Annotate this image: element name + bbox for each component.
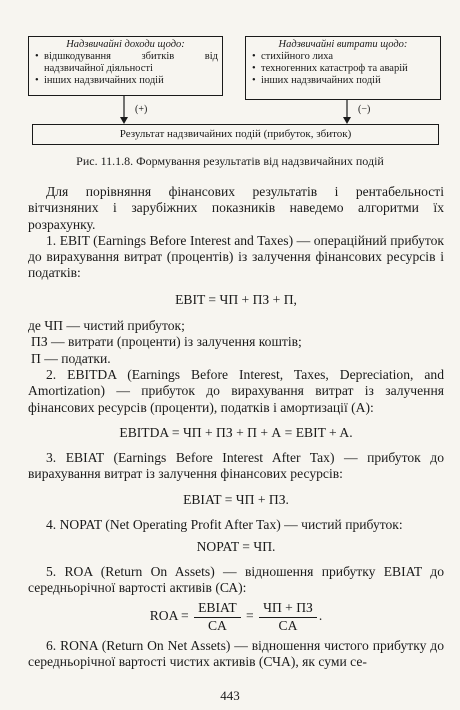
minus-label: (−): [358, 104, 371, 115]
ebit-formula: EBIT = ЧП + ПЗ + П,: [175, 291, 297, 307]
ebitda-formula: EBITDA = ЧП + ПЗ + П + А = EBIT + A.: [119, 424, 353, 440]
roa-numerator: EBIAT: [194, 600, 241, 617]
plus-label: (+): [135, 104, 148, 115]
ebitda-definition: 2. EBITDA (Earnings Before Interest, Taxes, Depreciation, and Amortization) — прибуток до вирахування витрат із залучення фінансових ресурсів (проценти), податків і амортизації (А):: [28, 366, 444, 415]
roa-numerator: ЧП + ПЗ: [259, 600, 317, 617]
expense-item: • техногенних катастроф та аварій: [252, 63, 436, 75]
roa-denominator: CA: [278, 617, 298, 633]
ebit-definition: 1. EBIT (Earnings Before Interest and Taxes) — операційний прибуток до вирахування витрат (процентів) із залучення фінансових ресурсів і податків:: [28, 232, 444, 281]
income-item: • відшкодування збитків від надзвичайної діяльності: [35, 51, 218, 75]
roa-denominator: CA: [207, 617, 227, 633]
extraordinary-income-box: [28, 36, 223, 96]
income-item: • інших надзвичайних подій: [35, 75, 218, 87]
roa-fraction: [259, 600, 317, 634]
nopat-formula: NOPAT = ЧП.: [196, 539, 276, 555]
body-text: [28, 184, 444, 670]
roa-definition: 5. ROA (Return On Assets) — відношення прибутку EBIAT до середньорічної вартості активів (СА):: [28, 563, 444, 595]
intro-paragraph: Для порівняння фінансових результатів і рентабельності вітчизняних і зарубіжних показників наведемо алгоритми їх розрахунку.: [28, 184, 444, 232]
roa-fraction: [194, 600, 241, 634]
ebiat-formula: EBIAT = ЧП + ПЗ.: [183, 491, 289, 507]
roa-formula: [28, 600, 444, 634]
extraordinary-expenses-box: [245, 36, 441, 100]
roa-period: .: [318, 608, 323, 624]
ebiat-definition: 3. EBIAT (Earnings Before Interest After Tax) — прибуток до вирахування витрат із залучення фінансових ресурсів:: [28, 450, 444, 482]
roa-lhs: ROA =: [149, 608, 189, 624]
where-line: П — податки.: [31, 350, 111, 366]
figure: [0, 0, 460, 150]
result-box: Результат надзвичайних подій (прибуток, збиток): [32, 124, 439, 145]
nopat-definition: 4. NOPAT (Net Operating Profit After Tax) — чистий прибуток:: [46, 517, 403, 533]
expense-item: • стихійного лиха: [252, 51, 436, 63]
where-line: ПЗ — витрати (проценти) із залучення коштів;: [31, 334, 302, 350]
roa-equals: =: [246, 608, 254, 624]
rona-definition: 6. RONA (Return On Net Assets) — відношення чистого прибутку до середньорічної вартості чистих активів (СЧА), як суми се-: [28, 637, 444, 670]
income-box-title: Надзвичайні доходи щодо:: [66, 39, 185, 50]
expenses-box-title: Надзвичайні витрати щодо:: [278, 39, 408, 50]
figure-caption: Рис. 11.1.8. Формування результатів від надзвичайних подій: [76, 154, 384, 168]
page-number: 443: [220, 688, 240, 703]
expense-item: • інших надзвичайних подій: [252, 75, 436, 87]
where-line: де ЧП — чистий прибуток;: [28, 318, 185, 334]
